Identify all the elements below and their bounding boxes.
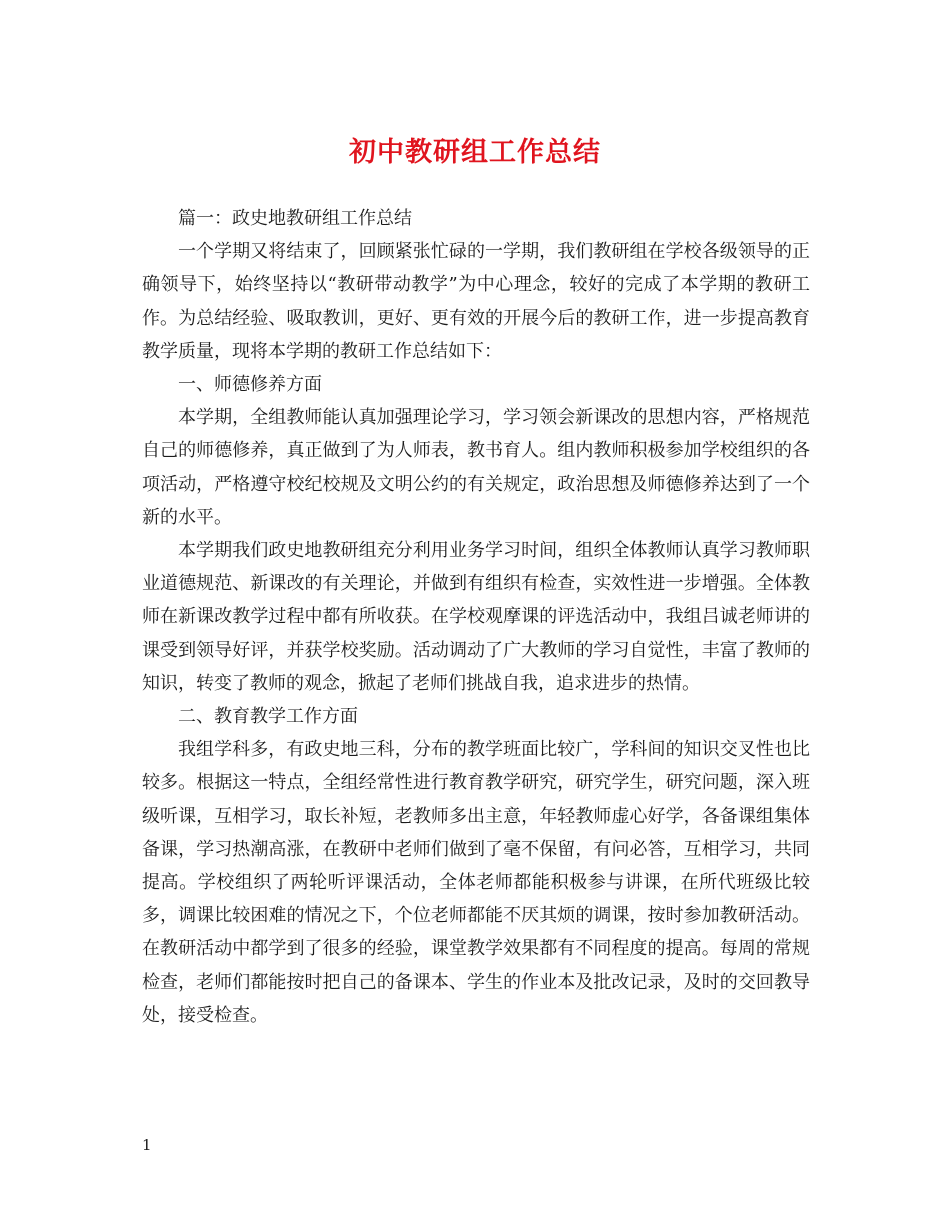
section-heading: 二、教育教学工作方面: [178, 706, 358, 728]
section-heading: 一、师德修养方面: [178, 374, 322, 396]
page-number: 1: [142, 1136, 152, 1154]
document-body: [142, 202, 810, 1032]
paragraph: 我组学科多，有政史地三科，分布的教学班面比较广，学科间的知识交叉性也比较多。根据这一特点，全组经常性进行教育教学研究，研究学生，研究问题，深入班级听课，互相学习，取长补短，老教师多出主意，年轻教师虚心好学，各备课组集体备课，学习热潮高涨，在教研中老师们做到了毫不保留，有问必答，互相学习，共同提高。学校组织了两轮听评课活动，全体老师都能积极参与讲课，在所代班级比较多，调课比较困难的情况之下，个位老师都能不厌其烦的调课，按时参加教研活动。在教研活动中都学到了很多的经验，课堂教学效果都有不同程度的提高。每周的常规检查，老师们都能按时把自己的备课本、学生的作业本及批改记录，及时的交回教导处，接受检查。: [142, 739, 810, 1026]
paragraph: 一个学期又将结束了，回顾紧张忙碌的一学期，我们教研组在学校各级领导的正确领导下，始终坚持以“教研带动教学”为中心理念，较好的完成了本学期的教研工作。为总结经验、吸取教训，更好、更有效的开展今后的教研工作，进一步提高教育教学质量，现将本学期的教研工作总结如下：: [142, 241, 810, 362]
paragraph: 本学期，全组教师能认真加强理论学习，学习领会新课改的思想内容，严格规范自己的师德修养，真正做到了为人师表，教书育人。组内教师积极参加学校组织的各项活动，严格遵守校纪校规及文明公约的有关规定，政治思想及师德修养达到了一个新的水平。: [142, 407, 810, 528]
section-heading: 篇一：政史地教研组工作总结: [178, 208, 412, 229]
document-title: 初中教研组工作总结: [349, 137, 601, 168]
paragraph: 本学期我们政史地教研组充分利用业务学习时间，组织全体教师认真学习教师职业道德规范、新课改的有关理论，并做到有组织有检查，实效性进一步增强。全体教师在新课改教学过程中都有所收获。在学校观摩课的评选活动中，我组吕诚老师讲的课受到领导好评，并获学校奖励。活动调动了广大教师的学习自觉性，丰富了教师的知识，转变了教师的观念，掀起了老师们挑战自我，追求进步的热情。: [142, 540, 810, 694]
